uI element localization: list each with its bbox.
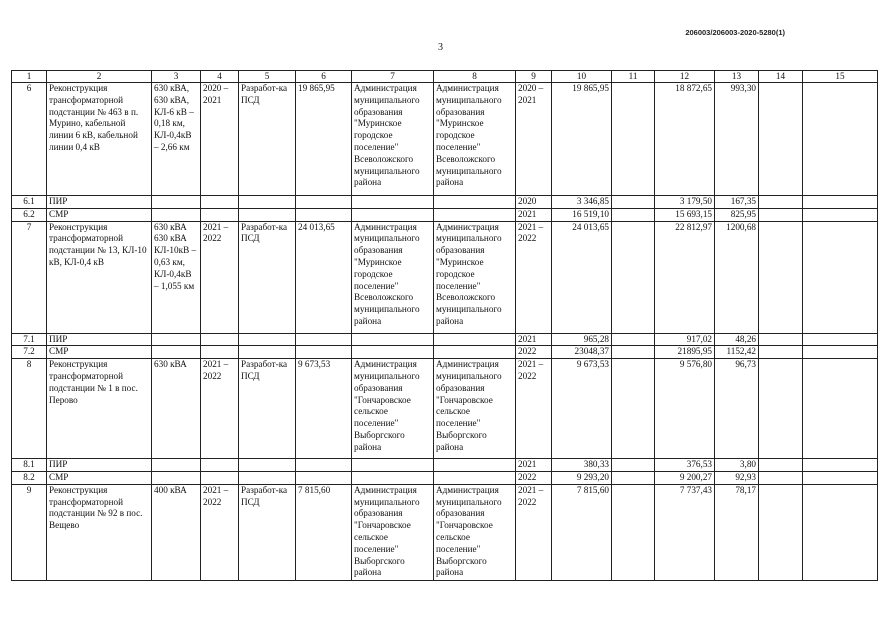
note-cell xyxy=(803,221,878,333)
table-row xyxy=(12,471,878,484)
contractor-cell xyxy=(434,333,516,346)
object-name-cell: СМР xyxy=(47,346,152,359)
row-number-cell: 6.2 xyxy=(12,208,47,221)
local-budget-cell: 825,95 xyxy=(715,208,759,221)
capacity-cell xyxy=(152,346,201,359)
financing-total-cell: 380,33 xyxy=(552,459,612,472)
local-budget-cell: 167,35 xyxy=(715,196,759,209)
local-budget-cell: 3,80 xyxy=(715,459,759,472)
note-cell xyxy=(803,208,878,221)
financing-total-cell: 9 293,20 xyxy=(552,471,612,484)
table-row xyxy=(12,459,878,472)
contractor-cell xyxy=(434,208,516,221)
work-stage-cell xyxy=(239,196,296,209)
total-cost-cell xyxy=(296,459,352,472)
row-number-cell: 8.2 xyxy=(12,471,47,484)
period-cell: 2021 – 2022 xyxy=(201,221,239,333)
regional-budget-cell: 917,02 xyxy=(655,333,715,346)
year-cell: 2021 – 2022 xyxy=(516,359,552,459)
capacity-cell xyxy=(152,196,201,209)
table-row xyxy=(12,208,878,221)
financing-total-cell: 7 815,60 xyxy=(552,484,612,580)
column-number: 2 xyxy=(47,71,152,83)
total-cost-cell xyxy=(296,346,352,359)
work-stage-cell xyxy=(239,471,296,484)
regional-budget-cell: 7 737,43 xyxy=(655,484,715,580)
work-stage-cell: Разработ-ка ПСД xyxy=(239,359,296,459)
financing-total-cell: 3 346,85 xyxy=(552,196,612,209)
object-name-cell: ПИР xyxy=(47,196,152,209)
regional-budget-cell: 21895,95 xyxy=(655,346,715,359)
column-number-row xyxy=(12,71,878,83)
column-number: 7 xyxy=(352,71,434,83)
note-cell xyxy=(803,359,878,459)
note-cell xyxy=(803,83,878,196)
row-number-cell: 6.1 xyxy=(12,196,47,209)
local-budget-cell: 1152,42 xyxy=(715,346,759,359)
page-number: 3 xyxy=(438,42,443,53)
total-cost-cell xyxy=(296,208,352,221)
customer-cell: Администрация муниципального образования "Гончаровское сельское поселение" Выборгского района xyxy=(352,359,434,459)
contractor-cell: Администрация муниципального образования "Муринское городское поселение" Всеволожского муниципального района xyxy=(434,83,516,196)
column-number: 9 xyxy=(516,71,552,83)
column-number: 15 xyxy=(803,71,878,83)
period-cell: 2021 – 2022 xyxy=(201,484,239,580)
period-cell xyxy=(201,459,239,472)
object-name-cell: Реконструкция трансформаторной подстанции № 13, КЛ-10 кВ, КЛ-0,4 кВ xyxy=(47,221,152,333)
column-number: 4 xyxy=(201,71,239,83)
capacity-cell xyxy=(152,471,201,484)
local-budget-cell: 1200,68 xyxy=(715,221,759,333)
table-row xyxy=(12,83,878,196)
row-number-cell: 7 xyxy=(12,221,47,333)
object-name-cell: Реконструкция трансформаторной подстанции № 463 в п. Мурино, кабельной линии 6 кВ, кабельной линии 0,4 кВ xyxy=(47,83,152,196)
column-number: 12 xyxy=(655,71,715,83)
period-cell xyxy=(201,346,239,359)
capacity-cell: 630 кВА 630 кВА КЛ-10кВ – 0,63 км, КЛ-0,4кВ – 1,055 км xyxy=(152,221,201,333)
federal-budget-cell xyxy=(612,359,655,459)
total-cost-cell xyxy=(296,471,352,484)
customer-cell xyxy=(352,208,434,221)
period-cell: 2021 – 2022 xyxy=(201,359,239,459)
work-stage-cell xyxy=(239,459,296,472)
contractor-cell xyxy=(434,346,516,359)
total-cost-cell: 19 865,95 xyxy=(296,83,352,196)
column-number: 11 xyxy=(612,71,655,83)
year-cell: 2021 xyxy=(516,459,552,472)
row-number-cell: 7.2 xyxy=(12,346,47,359)
table-row xyxy=(12,484,878,580)
local-budget-cell: 993,30 xyxy=(715,83,759,196)
regional-budget-cell: 3 179,50 xyxy=(655,196,715,209)
total-cost-cell xyxy=(296,333,352,346)
local-budget-cell: 92,93 xyxy=(715,471,759,484)
table-row xyxy=(12,346,878,359)
contractor-cell: Администрация муниципального образования "Гончаровское сельское поселение" Выборгского района xyxy=(434,359,516,459)
regional-budget-cell: 9 200,27 xyxy=(655,471,715,484)
federal-budget-cell xyxy=(612,346,655,359)
customer-cell xyxy=(352,333,434,346)
local-budget-cell: 48,26 xyxy=(715,333,759,346)
local-budget-cell: 96,73 xyxy=(715,359,759,459)
row-number-cell: 6 xyxy=(12,83,47,196)
regional-budget-cell: 18 872,65 xyxy=(655,83,715,196)
period-cell xyxy=(201,208,239,221)
work-stage-cell: Разработ-ка ПСД xyxy=(239,83,296,196)
note-cell xyxy=(803,459,878,472)
customer-cell xyxy=(352,471,434,484)
note-cell xyxy=(803,484,878,580)
period-cell xyxy=(201,333,239,346)
federal-budget-cell xyxy=(612,459,655,472)
customer-cell: Администрация муниципального образования "Гончаровское сельское поселение" Выборгского района xyxy=(352,484,434,580)
federal-budget-cell xyxy=(612,221,655,333)
capacity-cell xyxy=(152,459,201,472)
year-cell: 2021 xyxy=(516,333,552,346)
object-name-cell: Реконструкция трансформаторной подстанции № 92 в пос. Вещево xyxy=(47,484,152,580)
capacity-cell xyxy=(152,333,201,346)
federal-budget-cell xyxy=(612,333,655,346)
financing-total-cell: 19 865,95 xyxy=(552,83,612,196)
year-cell: 2020 – 2021 xyxy=(516,83,552,196)
work-stage-cell: Разработ-ка ПСД xyxy=(239,221,296,333)
contractor-cell: Администрация муниципального образования "Муринское городское поселение" Всеволожского муниципального района xyxy=(434,221,516,333)
total-cost-cell: 24 013,65 xyxy=(296,221,352,333)
capacity-cell: 630 кВА, 630 кВА, КЛ-6 кВ – 0,18 км, КЛ-0,4кВ – 2,66 км xyxy=(152,83,201,196)
regional-budget-cell: 376,53 xyxy=(655,459,715,472)
year-cell: 2021 – 2022 xyxy=(516,484,552,580)
financing-total-cell: 9 673,53 xyxy=(552,359,612,459)
table-row xyxy=(12,359,878,459)
federal-budget-cell xyxy=(612,484,655,580)
capacity-cell: 630 кВА xyxy=(152,359,201,459)
other-sources-cell xyxy=(759,359,803,459)
other-sources-cell xyxy=(759,208,803,221)
total-cost-cell: 9 673,53 xyxy=(296,359,352,459)
column-number: 3 xyxy=(152,71,201,83)
other-sources-cell xyxy=(759,221,803,333)
customer-cell: Администрация муниципального образования "Муринское городское поселение" Всеволожского муниципального района xyxy=(352,83,434,196)
object-name-cell: СМР xyxy=(47,471,152,484)
contractor-cell: Администрация муниципального образования "Гончаровское сельское поселение" Выборгского района xyxy=(434,484,516,580)
object-name-cell: СМР xyxy=(47,208,152,221)
row-number-cell: 9 xyxy=(12,484,47,580)
federal-budget-cell xyxy=(612,83,655,196)
customer-cell xyxy=(352,346,434,359)
financing-total-cell: 23048,37 xyxy=(552,346,612,359)
object-name-cell: Реконструкция трансформаторной подстанции № 1 в пос. Перово xyxy=(47,359,152,459)
regional-budget-cell: 9 576,80 xyxy=(655,359,715,459)
work-stage-cell xyxy=(239,333,296,346)
table-row xyxy=(12,196,878,209)
program-table xyxy=(11,70,878,581)
table-row xyxy=(12,333,878,346)
other-sources-cell xyxy=(759,346,803,359)
customer-cell: Администрация муниципального образования "Муринское городское поселение" Всеволожского муниципального района xyxy=(352,221,434,333)
capacity-cell: 400 кВА xyxy=(152,484,201,580)
object-name-cell: ПИР xyxy=(47,333,152,346)
year-cell: 2021 xyxy=(516,208,552,221)
column-number: 14 xyxy=(759,71,803,83)
year-cell: 2021 – 2022 xyxy=(516,221,552,333)
other-sources-cell xyxy=(759,484,803,580)
table-row xyxy=(12,221,878,333)
other-sources-cell xyxy=(759,471,803,484)
regional-budget-cell: 22 812,97 xyxy=(655,221,715,333)
contractor-cell xyxy=(434,471,516,484)
local-budget-cell: 78,17 xyxy=(715,484,759,580)
customer-cell xyxy=(352,196,434,209)
column-number: 10 xyxy=(552,71,612,83)
note-cell xyxy=(803,333,878,346)
work-stage-cell xyxy=(239,346,296,359)
note-cell xyxy=(803,346,878,359)
regional-budget-cell: 15 693,15 xyxy=(655,208,715,221)
financing-total-cell: 965,28 xyxy=(552,333,612,346)
year-cell: 2022 xyxy=(516,471,552,484)
federal-budget-cell xyxy=(612,208,655,221)
column-number: 6 xyxy=(296,71,352,83)
federal-budget-cell xyxy=(612,471,655,484)
other-sources-cell xyxy=(759,459,803,472)
period-cell: 2020 – 2021 xyxy=(201,83,239,196)
contractor-cell xyxy=(434,196,516,209)
total-cost-cell: 7 815,60 xyxy=(296,484,352,580)
year-cell: 2022 xyxy=(516,346,552,359)
financing-total-cell: 16 519,10 xyxy=(552,208,612,221)
period-cell xyxy=(201,471,239,484)
period-cell xyxy=(201,196,239,209)
row-number-cell: 8 xyxy=(12,359,47,459)
other-sources-cell xyxy=(759,83,803,196)
capacity-cell xyxy=(152,208,201,221)
column-number: 1 xyxy=(12,71,47,83)
note-cell xyxy=(803,196,878,209)
total-cost-cell xyxy=(296,196,352,209)
other-sources-cell xyxy=(759,333,803,346)
financing-total-cell: 24 013,65 xyxy=(552,221,612,333)
object-name-cell: ПИР xyxy=(47,459,152,472)
year-cell: 2020 xyxy=(516,196,552,209)
row-number-cell: 8.1 xyxy=(12,459,47,472)
row-number-cell: 7.1 xyxy=(12,333,47,346)
other-sources-cell xyxy=(759,196,803,209)
document-id: 206003/206003-2020-5280(1) xyxy=(685,28,785,37)
federal-budget-cell xyxy=(612,196,655,209)
work-stage-cell: Разработ-ка ПСД xyxy=(239,484,296,580)
customer-cell xyxy=(352,459,434,472)
contractor-cell xyxy=(434,459,516,472)
column-number: 5 xyxy=(239,71,296,83)
note-cell xyxy=(803,471,878,484)
column-number: 8 xyxy=(434,71,516,83)
work-stage-cell xyxy=(239,208,296,221)
column-number: 13 xyxy=(715,71,759,83)
